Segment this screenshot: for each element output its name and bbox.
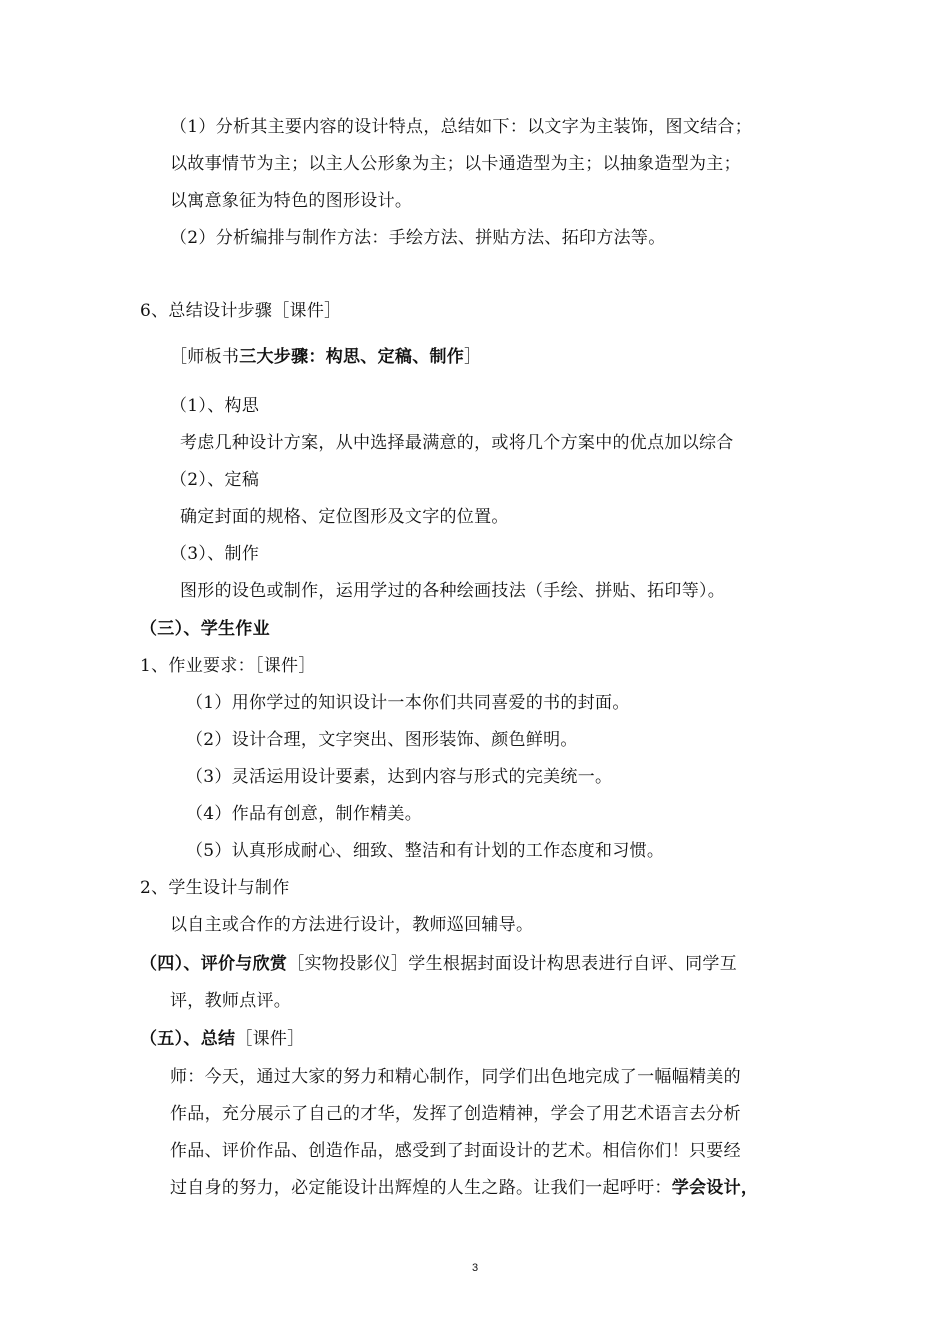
text-line: （2）分析编排与制作方法：手绘方法、拼贴方法、拓印方法等。 xyxy=(170,228,666,248)
list-item: （1）用你学过的知识设计一本你们共同喜爱的书的封面。 xyxy=(186,693,630,713)
section-heading: （四）、评价与欣赏［实物投影仪］学生根据封面设计构思表进行自评、同学互 xyxy=(140,954,738,974)
step-heading: （3）、制作 xyxy=(170,544,260,564)
text-line: 1、作业要求：［课件］ xyxy=(140,656,316,676)
text-line: 作品、评价作品、创造作品，感受到了封面设计的艺术。相信你们！只要经 xyxy=(170,1141,741,1161)
text-line: 以寓意象征为特色的图形设计。 xyxy=(170,191,413,211)
text-line: 评，教师点评。 xyxy=(170,991,292,1011)
step-heading: （1）、构思 xyxy=(170,396,260,416)
text-line: 过自身的努力，必定能设计出辉煌的人生之路。让我们一起呼吁：学会设计， xyxy=(170,1178,759,1198)
text-line: 确定封面的规格、定位图形及文字的位置。 xyxy=(180,507,509,527)
text-line: 图形的设色或制作，运用学过的各种绘画技法（手绘、拼贴、拓印等）。 xyxy=(180,581,726,601)
page-number: 3 xyxy=(471,1262,479,1274)
text-line: 2、学生设计与制作 xyxy=(140,878,290,898)
text-line: 作品，充分展示了自己的才华，发挥了创造精神，学会了用艺术语言去分析 xyxy=(170,1104,741,1124)
board-note: ［师板书三大步骤：构思、定稿、制作］ xyxy=(170,347,482,367)
list-item: （5）认真形成耐心、细致、整洁和有计划的工作态度和习惯。 xyxy=(186,841,665,861)
text-line: 以故事情节为主；以主人公形象为主；以卡通造型为主；以抽象造型为主； xyxy=(170,154,741,174)
text-line: 考虑几种设计方案，从中选择最满意的，或将几个方案中的优点加以综合 xyxy=(180,433,734,453)
list-item: （3）灵活运用设计要素，达到内容与形式的完美统一。 xyxy=(186,767,613,787)
list-item: （2）设计合理，文字突出、图形装饰、颜色鲜明。 xyxy=(186,730,578,750)
text-line: 以自主或合作的方法进行设计，教师巡回辅导。 xyxy=(170,915,534,935)
section-heading: （三）、学生作业 xyxy=(140,619,270,639)
text-line: （1）分析其主要内容的设计特点，总结如下：以文字为主装饰，图文结合； xyxy=(170,117,753,137)
text-line: 师：今天，通过大家的努力和精心制作，同学们出色地完成了一幅幅精美的 xyxy=(170,1067,741,1087)
section-heading: （五）、总结［课件］ xyxy=(140,1029,305,1049)
list-item: （4）作品有创意，制作精美。 xyxy=(186,804,423,824)
step-heading: （2）、定稿 xyxy=(170,470,260,490)
section-heading: 6、总结设计步骤［课件］ xyxy=(140,301,342,321)
